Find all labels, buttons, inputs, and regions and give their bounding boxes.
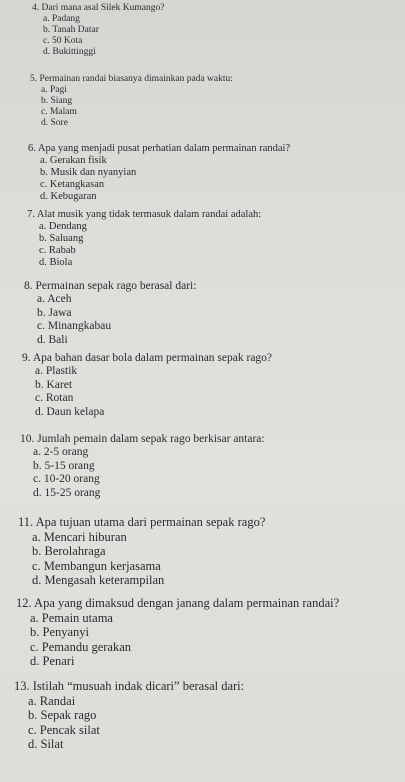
option-a: a. Randai xyxy=(28,693,76,708)
option-a: a. Pagi xyxy=(41,85,67,95)
option-d: d. Silat xyxy=(28,737,64,752)
option-b: b. Siang xyxy=(41,96,73,106)
option-c: c. Rabab xyxy=(39,245,76,256)
option-b: b. Tanah Datar xyxy=(43,25,99,35)
option-b: b. Sepak rago xyxy=(28,708,97,723)
option-c: c. 50 Kota xyxy=(43,36,83,46)
option-a: a. Dendang xyxy=(39,221,87,232)
option-d: d. Mengasah keterampilan xyxy=(32,573,165,588)
option-b: b. Berolahraga xyxy=(32,544,106,559)
question-text: 6. Apa yang menjadi pusat perhatian dalam permainan randai? xyxy=(28,143,291,154)
question-9 xyxy=(22,352,272,419)
option-c: c. 10-20 orang xyxy=(33,473,100,486)
option-a: a. Padang xyxy=(43,14,80,24)
option-a: a. Plastik xyxy=(35,365,78,378)
option-a: a. Pemain utama xyxy=(30,610,113,625)
option-d: d. Bali xyxy=(37,333,68,346)
question-text: 13. Istilah “musuah indak dicari” berasal dari: xyxy=(14,679,245,693)
question-13 xyxy=(14,679,244,752)
question-text: 7. Alat musik yang tidak termasuk dalam randai adalah: xyxy=(27,209,262,220)
option-c: c. Pemandu gerakan xyxy=(30,639,132,654)
question-7 xyxy=(27,209,261,269)
option-b: b. Saluang xyxy=(39,233,84,244)
question-8 xyxy=(24,280,196,347)
question-text: 11. Apa tujuan utama dari permainan sepak rago? xyxy=(18,515,266,529)
option-a: a. 2-5 orang xyxy=(33,446,89,459)
question-text: 4. Dari mana asal Silek Kumango? xyxy=(32,3,165,13)
option-a: a. Aceh xyxy=(37,293,72,306)
option-c: c. Minangkabau xyxy=(37,320,112,333)
question-text: 5. Permainan randai biasanya dimainkan pada waktu: xyxy=(30,74,233,84)
question-11 xyxy=(18,515,265,588)
question-text: 9. Apa bahan dasar bola dalam permainan sepak rago? xyxy=(22,352,273,364)
option-b: b. Penyanyi xyxy=(30,625,90,640)
question-5 xyxy=(30,74,233,129)
question-10 xyxy=(20,433,265,500)
option-b: b. Karet xyxy=(35,378,73,391)
question-text: 8. Permainan sepak rago berasal dari: xyxy=(24,280,197,292)
option-d: d. Daun kelapa xyxy=(35,405,105,418)
option-c: c. Pencak silat xyxy=(28,722,100,737)
option-d: d. 15-25 orang xyxy=(33,486,101,499)
question-4 xyxy=(32,3,164,58)
option-a: a. Mencari hiburan xyxy=(32,529,127,544)
option-c: c. Ketangkasan xyxy=(40,179,105,190)
option-b: b. Musik dan nyanyian xyxy=(40,167,137,178)
option-d: d. Biola xyxy=(39,257,73,268)
option-a: a. Gerakan fisik xyxy=(40,155,107,166)
question-text: 10. Jumlah pemain dalam sepak rago berkisar antara: xyxy=(20,433,265,445)
option-c: c. Malam xyxy=(41,107,77,117)
option-d: d. Sore xyxy=(41,118,68,128)
option-b: b. 5-15 orang xyxy=(33,459,95,472)
question-12 xyxy=(16,596,339,669)
option-b: b. Jawa xyxy=(37,306,72,319)
question-text: 12. Apa yang dimaksud dengan janang dalam permainan randai? xyxy=(16,596,340,610)
option-d: d. Penari xyxy=(30,654,75,669)
option-c: c. Membangun kerjasama xyxy=(32,558,161,573)
option-d: d. Kebugaran xyxy=(40,191,97,202)
question-6 xyxy=(28,143,290,203)
option-c: c. Rotan xyxy=(35,392,74,405)
option-d: d. Bukittinggi xyxy=(43,47,96,57)
